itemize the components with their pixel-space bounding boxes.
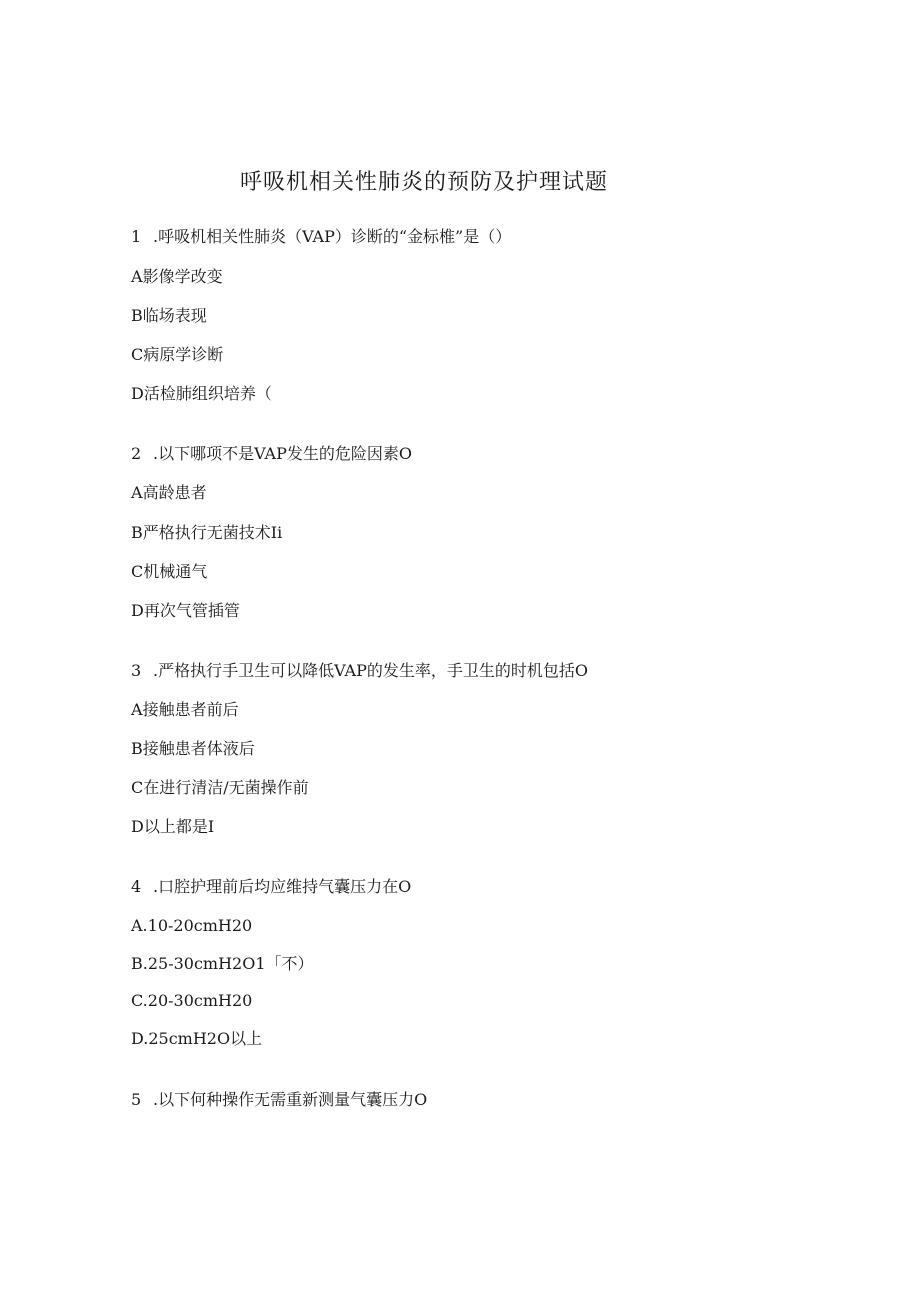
option-text: 影像学改变: [142, 267, 223, 286]
question-number: 2: [131, 444, 142, 463]
option-letter: C: [131, 345, 144, 364]
option-letter: B: [131, 306, 143, 325]
option-2b: [131, 522, 282, 544]
option-4d: [131, 1028, 262, 1050]
option-letter: A: [131, 483, 143, 502]
question-2: [131, 443, 412, 465]
option-letter: C: [131, 778, 144, 797]
option-text: 10-20cmH20: [147, 916, 253, 935]
option-3c: [131, 777, 309, 799]
option-letter: D: [131, 384, 144, 403]
question-text: .呼吸机相关性肺炎（VAP）诊断的“金标椎”是（）: [153, 227, 512, 246]
option-3d: [131, 816, 214, 838]
option-text: 以上都是I: [143, 817, 215, 836]
question-number: 5: [131, 1090, 142, 1109]
option-letter: B: [131, 739, 143, 758]
option-4b: [131, 953, 314, 975]
option-1d: [131, 383, 272, 405]
option-1b: [131, 305, 207, 327]
option-text: 活检肺组织培养（: [143, 384, 272, 403]
option-letter: A: [131, 267, 143, 286]
option-text: 机械通气: [143, 562, 208, 581]
option-text: 在进行清洁/无菌操作前: [143, 778, 309, 797]
option-2d: [131, 600, 240, 622]
option-text: 病原学诊断: [143, 345, 224, 364]
option-letter: D: [131, 601, 144, 620]
option-3a: [131, 699, 239, 721]
question-number: 3: [131, 661, 142, 680]
question-number: 4: [131, 877, 142, 896]
option-letter: A: [131, 700, 143, 719]
option-text: 严格执行无菌技术Ii: [142, 523, 283, 542]
option-4a: [131, 915, 252, 937]
document-title: 呼吸机相关性肺炎的预防及护理试题: [239, 170, 608, 195]
option-text: 再次气管插管: [143, 601, 240, 620]
question-text: .口腔护理前后均应维持气囊压力在O: [153, 877, 412, 896]
question-4: [131, 876, 411, 898]
option-letter: A.: [131, 916, 148, 935]
option-2c: [131, 561, 207, 583]
question-text: .以下哪项不是VAP发生的危险因素O: [153, 444, 412, 463]
option-text: 接触患者前后: [142, 700, 239, 719]
option-letter: B: [131, 523, 143, 542]
option-text: 高龄患者: [142, 483, 207, 502]
question-3: [131, 660, 588, 682]
option-letter: D.: [131, 1029, 149, 1048]
option-letter: B.: [131, 954, 148, 973]
option-2a: [131, 482, 207, 504]
option-text: 接触患者体液后: [142, 739, 255, 758]
question-text: .以下何种操作无需重新测量气囊压力O: [153, 1090, 428, 1109]
option-1c: [131, 344, 223, 366]
option-3b: [131, 738, 255, 760]
option-text: 临场表现: [142, 306, 207, 325]
question-number: 1: [131, 227, 142, 246]
option-letter: C.: [131, 991, 148, 1010]
option-text: 20-30cmH20: [147, 991, 253, 1010]
option-text: 25cmH2O以上: [148, 1029, 263, 1048]
option-4c: [131, 990, 252, 1012]
option-letter: C: [131, 562, 144, 581]
option-text: 25-30cmH2O1「不）: [147, 954, 314, 973]
option-1a: [131, 266, 223, 288]
question-5: [131, 1089, 427, 1111]
question-text: .严格执行手卫生可以降低VAP的发生率，手卫生的时机包括O: [153, 661, 588, 680]
question-1: [131, 226, 511, 248]
option-letter: D: [131, 817, 144, 836]
